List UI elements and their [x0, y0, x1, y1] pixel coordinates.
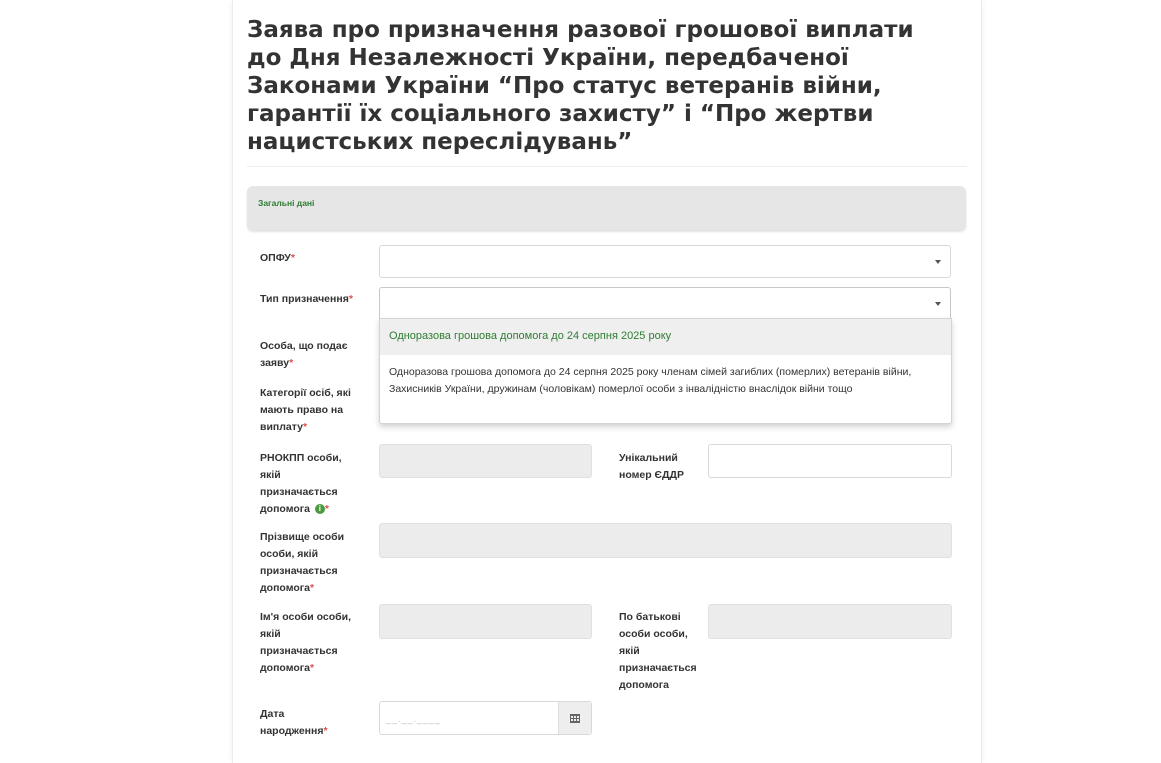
info-icon[interactable]: i [315, 504, 325, 514]
eddr-input[interactable] [708, 444, 952, 478]
name-input[interactable] [379, 604, 592, 639]
required-mark: * [309, 582, 315, 594]
surname-input[interactable] [379, 523, 952, 558]
title-divider [247, 166, 967, 167]
category-label: Категорії осіб, які мають право на виплату* [260, 387, 351, 433]
page-title: Заява про призначення разової грошової виплати до Дня Незалежності України, передбаченої Законами України “Про статус ветеранів війни, гарантії їх соціального захисту” і “Про жертви нацистських переслідувань” [247, 17, 914, 155]
patronymic-input[interactable] [708, 604, 952, 639]
application-form-card [232, 0, 982, 763]
applicant-label: Особа, що подає заяву* [260, 340, 348, 369]
opfu-label: ОПФУ* [260, 252, 295, 264]
chevron-down-icon [935, 302, 941, 306]
dropdown-option[interactable]: Одноразова грошова допомога до 24 серпня 2025 року членам сімей загиблих (померлих) ветеранів війни, Захисників України, дружинам (чоловікам) померлої особи з інвалідністю внаслідок війни тощо [389, 366, 912, 395]
calendar-icon [570, 713, 580, 723]
dropdown-option[interactable]: Одноразова грошова допомога до 24 серпня 2025 року [380, 319, 951, 355]
calendar-button[interactable] [558, 702, 591, 734]
type-select[interactable] [379, 287, 951, 320]
rnokpp-input[interactable] [379, 444, 592, 478]
required-mark: * [348, 293, 353, 305]
chevron-down-icon [935, 260, 941, 264]
section-header-general[interactable] [247, 186, 966, 230]
birthdate-label: Дата народження* [260, 708, 328, 737]
required-mark: * [289, 357, 294, 369]
eddr-label: Унікальний номер ЄДДР [619, 452, 684, 481]
required-mark: * [309, 662, 315, 674]
surname-label: Прізвище особи особи, якій призначається допомога* [260, 531, 345, 594]
type-dropdown-list [379, 318, 952, 424]
birthdate-placeholder: __.__.____ [386, 714, 442, 724]
required-mark: * [290, 252, 295, 264]
name-label: Ім'я особи особи, якій призначається допомога* [260, 611, 351, 674]
required-mark: * [323, 725, 328, 737]
required-mark: * [324, 503, 329, 515]
patronymic-label: По батькові особи особи, якій призначається допомога [619, 611, 697, 691]
opfu-select[interactable] [379, 245, 951, 278]
birthdate-input[interactable] [379, 701, 592, 735]
type-label: Тип призначення* [260, 293, 353, 305]
section-title: Загальні дані [258, 198, 315, 208]
rnokpp-label: РНОКПП особи, якій призначається допомога i * [260, 452, 342, 515]
required-mark: * [303, 421, 308, 433]
